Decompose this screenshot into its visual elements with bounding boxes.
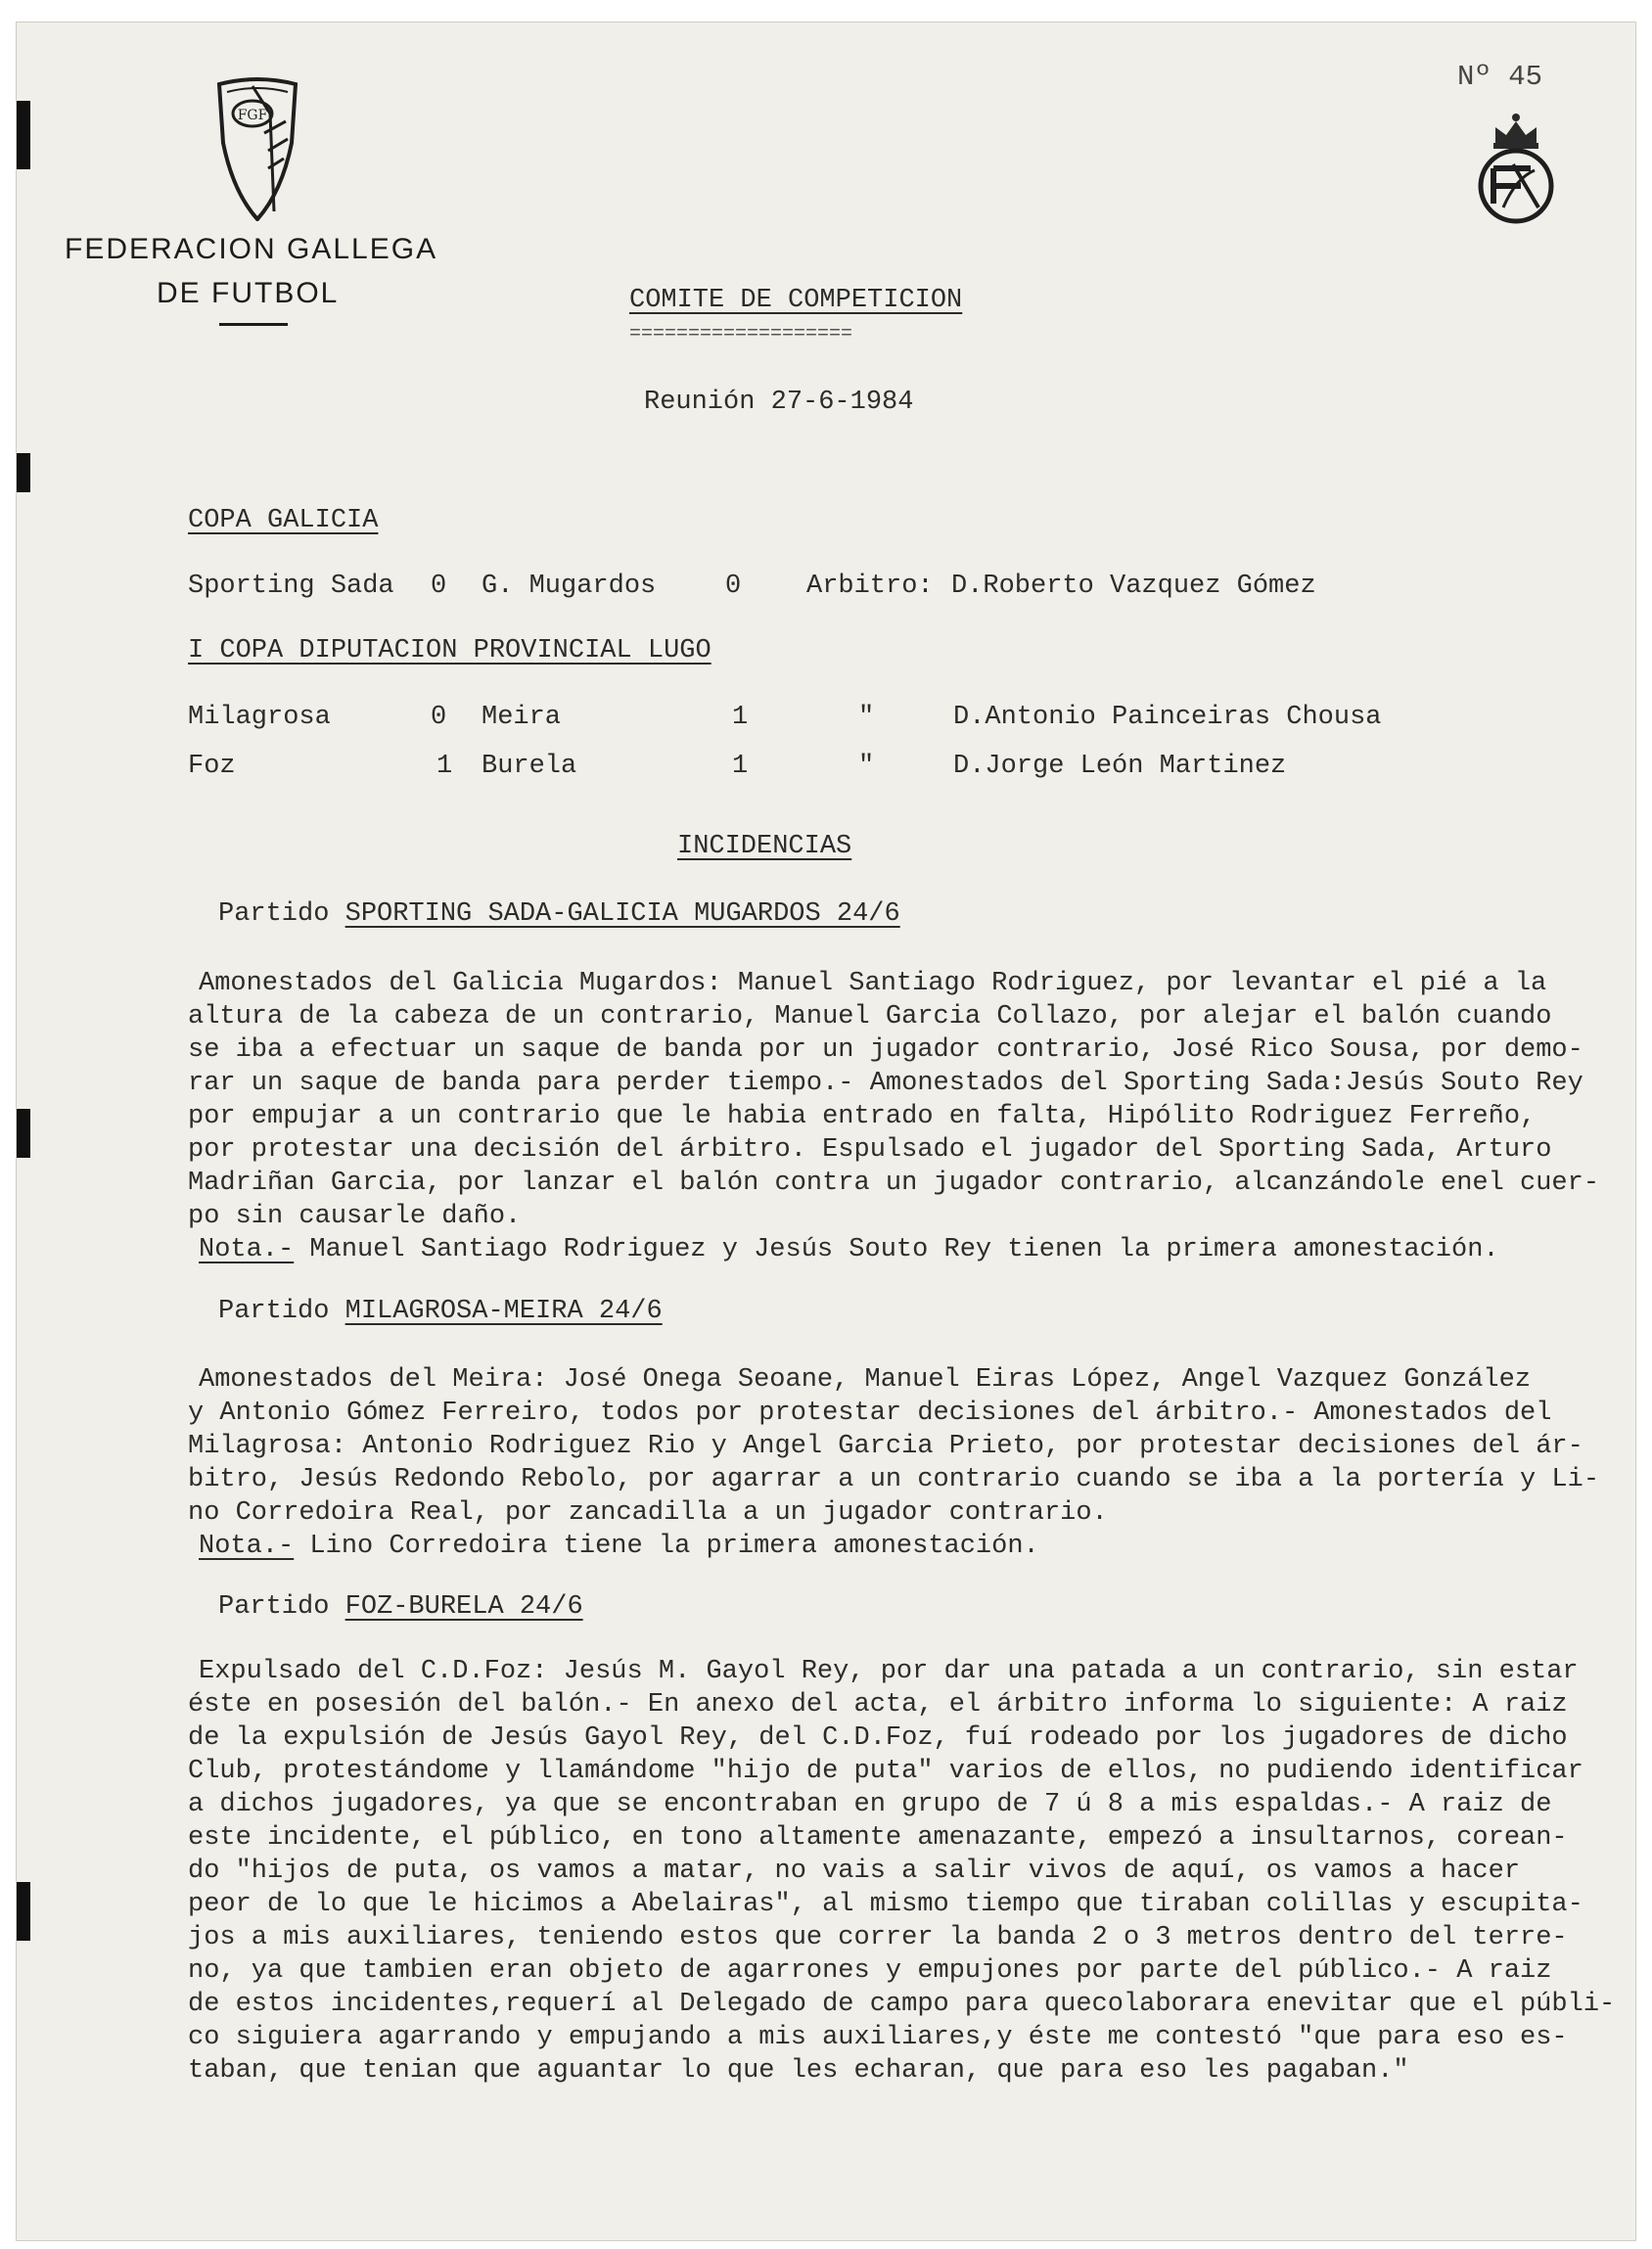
- referee-name: D.Jorge León Martinez: [953, 752, 1287, 781]
- away-score: 1: [732, 752, 749, 781]
- paragraph-line: de estos incidentes,requerí al Delegado de campo para quecolaborara enevitar que el públi-: [188, 1990, 1616, 2019]
- federation-shield-icon: [213, 74, 301, 221]
- paragraph-line: jos a mis auxiliares, teniendo estos que correr la banda 2 o 3 metros dentro del terre-: [188, 1923, 1568, 1952]
- incident-paragraph: [168, 1655, 1617, 2088]
- nota-text: Manuel Santiago Rodriguez y Jesús Souto Rey tienen la primera amonestación.: [294, 1235, 1499, 1264]
- paragraph-line: y Antonio Gómez Ferreiro, todos por protestar decisiones del árbitro.- Amonestados del: [188, 1399, 1552, 1428]
- paragraph-line: por protestar una decisión del árbitro. Espulsado el jugador del Sporting Sada, Arturo: [188, 1135, 1552, 1165]
- paragraph-line: este incidente, el público, en tono altamente amenazante, empezó a insultarnos, corean-: [188, 1823, 1568, 1853]
- away-score: 0: [725, 572, 742, 601]
- away-team: Burela: [482, 752, 577, 781]
- incident-paragraph: [168, 967, 1617, 1266]
- home-team: Foz: [188, 752, 236, 781]
- federation-name-line2: DE FUTBOL: [157, 277, 340, 309]
- paragraph-line: rar un saque de banda para perder tiempo.- Amonestados del Sporting Sada:Jesús Souto Rey: [188, 1069, 1583, 1098]
- referee-ditto: ": [858, 752, 875, 781]
- referee-label: Arbitro:: [806, 572, 934, 601]
- section-title-copa-lugo: I COPA DIPUTACION PROVINCIAL LUGO: [188, 636, 711, 666]
- paragraph-line: Amonestados del Meira: José Onega Seoane, Manuel Eiras López, Angel Vazquez González: [199, 1365, 1532, 1395]
- home-score: 1: [436, 752, 453, 781]
- section-title-copa-galicia: COPA GALICIA: [188, 506, 379, 535]
- away-team: G. Mugardos: [482, 572, 657, 601]
- paragraph-line: no Corredoira Real, por zancadilla a un jugador contrario.: [188, 1498, 1108, 1528]
- paragraph-line: por empujar a un contrario que le habia entrado en falta, Hipólito Rodriguez Ferreño,: [188, 1102, 1537, 1131]
- paragraph-line: Madriñan Garcia, por lanzar el balón contra un jugador contrario, alcanzándole enel cuer-: [188, 1169, 1600, 1198]
- away-team: Meira: [482, 703, 562, 732]
- paragraph-line: co siguiera agarrando y empujando a mis auxiliares,y éste me contestó "que para eso es-: [188, 2023, 1568, 2052]
- paragraph-line: Amonestados del Galicia Mugardos: Manuel Santiago Rodriguez, por levantar el pié a la: [199, 969, 1547, 998]
- nota-text: Lino Corredoira tiene la primera amonestación.: [294, 1532, 1039, 1561]
- paragraph-line: do "hijos de puta, os vamos a matar, no vais a salir vivos de aquí, os vamos a hacer: [188, 1857, 1521, 1886]
- paragraph-line: no, ya que tambien eran objeto de agarrones y empujones por parte del público.- A raiz: [188, 1956, 1552, 1986]
- paragraph-line: éste en posesión del balón.- En anexo del acta, el árbitro informa lo siguiente: A raiz: [188, 1690, 1568, 1720]
- nota-line: [168, 1530, 1617, 1563]
- home-team: Milagrosa: [188, 703, 331, 732]
- paragraph-line: altura de la cabeza de un contrario, Manuel Garcia Collazo, por alejar el balón cuando: [188, 1002, 1552, 1032]
- incident-paragraph: [168, 1363, 1617, 1563]
- match-heading-prefix: Partido: [218, 1592, 345, 1622]
- document-number: Nº 45: [1457, 61, 1543, 93]
- match-heading-teams: SPORTING SADA-GALICIA MUGARDOS 24/6: [344, 899, 900, 929]
- incidencias-title: INCIDENCIAS: [677, 832, 852, 861]
- nota-line: [168, 1233, 1617, 1266]
- match-heading-prefix: Partido: [218, 899, 345, 929]
- referee-ditto: ": [858, 703, 875, 732]
- paragraph-line: Expulsado del C.D.Foz: Jesús M. Gayol Rey, por dar una patada a un contrario, sin estar: [199, 1657, 1579, 1686]
- title-rule: ===================: [629, 323, 853, 345]
- paragraph-line: Club, protestándome y llamándome "hijo de puta" varios de ellos, no pudiendo identificar: [188, 1757, 1583, 1786]
- paragraph-line: Milagrosa: Antonio Rodriguez Rio y Angel Garcia Prieto, por protestar decisiones del ár-: [188, 1432, 1583, 1461]
- nota-label: Nota.-: [199, 1235, 295, 1264]
- paragraph-line: se iba a efectuar un saque de banda por un jugador contrario, José Rico Sousa, por demo-: [188, 1035, 1583, 1065]
- match-heading-teams: FOZ-BURELA 24/6: [344, 1592, 583, 1622]
- match-heading: [218, 899, 900, 929]
- home-team: Sporting Sada: [188, 572, 394, 601]
- referee-name: D.Roberto Vazquez Gómez: [951, 572, 1316, 601]
- committee-title: COMITE DE COMPETICION: [629, 286, 963, 315]
- federation-name-line1: FEDERACION GALLEGA: [65, 233, 438, 265]
- paragraph-line: peor de lo que le hicimos a Abelairas", al mismo tiempo que tiraban colillas y escupita-: [188, 1890, 1583, 1919]
- meeting-date: Reunión 27-6-1984: [644, 388, 914, 417]
- svg-text:FGF: FGF: [237, 108, 268, 123]
- match-heading: [218, 1297, 663, 1326]
- paragraph-line: po sin causarle daño.: [188, 1202, 522, 1231]
- paragraph-line: a dichos jugadores, ya que se encontraban en grupo de 7 ú 8 a mis espaldas.- A raiz de: [188, 1790, 1552, 1819]
- federation-underline: [219, 323, 288, 326]
- match-heading-prefix: Partido: [218, 1297, 345, 1326]
- home-score: 0: [431, 703, 447, 732]
- nota-label: Nota.-: [199, 1532, 295, 1561]
- match-heading: [218, 1592, 583, 1622]
- match-heading-teams: MILAGROSA-MEIRA 24/6: [344, 1297, 663, 1326]
- referee-name: D.Antonio Painceiras Chousa: [953, 703, 1382, 732]
- away-score: 1: [732, 703, 749, 732]
- royal-crest-icon: [1474, 110, 1558, 225]
- paragraph-line: taban, que tenian que aguantar lo que les echaran, que para eso les pagaban.": [188, 2056, 1409, 2086]
- paragraph-line: de la expulsión de Jesús Gayol Rey, del C.D.Foz, fuí rodeado por los jugadores de dicho: [188, 1723, 1568, 1753]
- home-score: 0: [431, 572, 447, 601]
- paragraph-line: bitro, Jesús Redondo Rebolo, por agarrar a un contrario cuando se iba a la portería y Li-: [188, 1465, 1600, 1494]
